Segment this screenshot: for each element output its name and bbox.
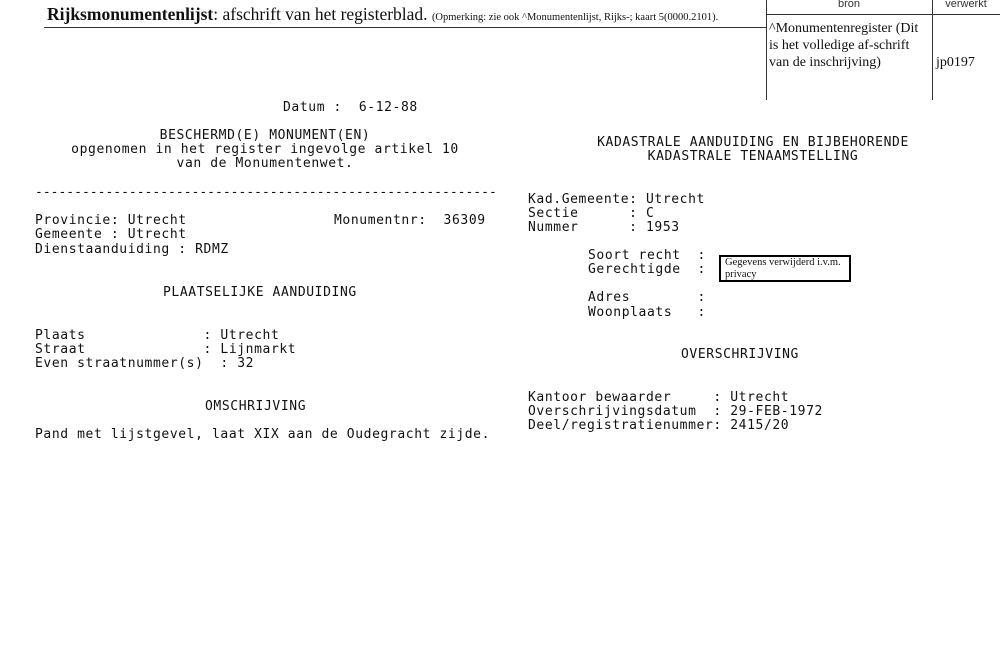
source-table	[766, 0, 1000, 100]
dienstaanduiding: Dienstaanduiding : RDMZ	[35, 242, 229, 257]
deel-registratienummer: Deel/registratienummer: 2415/20	[528, 418, 790, 433]
heading-overschrijving: OVERSCHRIJVING	[681, 347, 799, 362]
heading-omschrijving: OMSCHRIJVING	[205, 399, 307, 414]
kad-gemeente: Kad.Gemeente: Utrecht	[528, 192, 705, 207]
heading-monumentenwet: van de Monumentenwet.	[176, 156, 354, 171]
source-description: ^Monumentenregister (Dit is het volledige af-schrift van de inschrijving)	[769, 21, 919, 70]
col-header-verwerkt: verwerkt	[945, 0, 987, 10]
heading-kadastrale-tenaamstelling: KADASTRALE TENAAMSTELLING	[647, 149, 859, 164]
title-note: (Opmerking: zie ook ^Monumentenlijst, Rijks-; kaart 5(0000.2101).	[431, 12, 719, 23]
header-rule	[44, 27, 766, 28]
heading-opgenomen: opgenomen in het register ingevolge artikel 10	[71, 142, 459, 157]
source-id: jp0197	[936, 55, 975, 70]
col-header-bron: bron	[837, 0, 861, 10]
monumentnr: Monumentnr: 36309	[334, 213, 486, 228]
plaats: Plaats : Utrecht	[35, 328, 280, 343]
straat: Straat : Lijnmarkt	[35, 342, 297, 357]
title-bold: Rijksmonumentenlijst	[47, 4, 214, 24]
omschrijving-text: Pand met lijstgevel, laat XIX aan de Oudegracht zijde.	[35, 427, 491, 442]
document-title	[47, 4, 718, 25]
provincie: Provincie: Utrecht	[35, 213, 187, 228]
even-straatnummers: Even straatnummer(s) : 32	[35, 356, 255, 371]
nummer: Nummer : 1953	[528, 220, 680, 235]
title-rest: : afschrift van het registerblad.	[213, 4, 428, 24]
soort-recht: Soort recht :	[588, 248, 706, 263]
gerechtigde: Gerechtigde :	[588, 262, 706, 277]
overschrijvingsdatum: Overschrijvingsdatum : 29-FEB-1972	[528, 404, 823, 419]
table-border-mid	[932, 0, 933, 100]
adres: Adres :	[588, 290, 706, 305]
table-border-left	[766, 0, 767, 100]
sectie: Sectie : C	[528, 206, 655, 221]
heading-beschermd: BESCHERMD(E) MONUMENT(EN)	[159, 128, 371, 143]
woonplaats: Woonplaats :	[588, 305, 706, 320]
divider-line: -----------------------------------------------------------	[35, 185, 497, 200]
privacy-notice-box: Gegevens verwijderd i.v.m. privacy	[719, 255, 851, 282]
datum: Datum : 6-12-88	[283, 100, 418, 115]
table-header-rule	[766, 14, 1000, 15]
heading-plaatselijke-aanduiding: PLAATSELIJKE AANDUIDING	[163, 285, 357, 300]
heading-kadastrale-aanduiding: KADASTRALE AANDUIDING EN BIJBEHORENDE	[597, 135, 909, 150]
gemeente: Gemeente : Utrecht	[35, 227, 187, 242]
kantoor-bewaarder: Kantoor bewaarder : Utrecht	[528, 390, 790, 405]
